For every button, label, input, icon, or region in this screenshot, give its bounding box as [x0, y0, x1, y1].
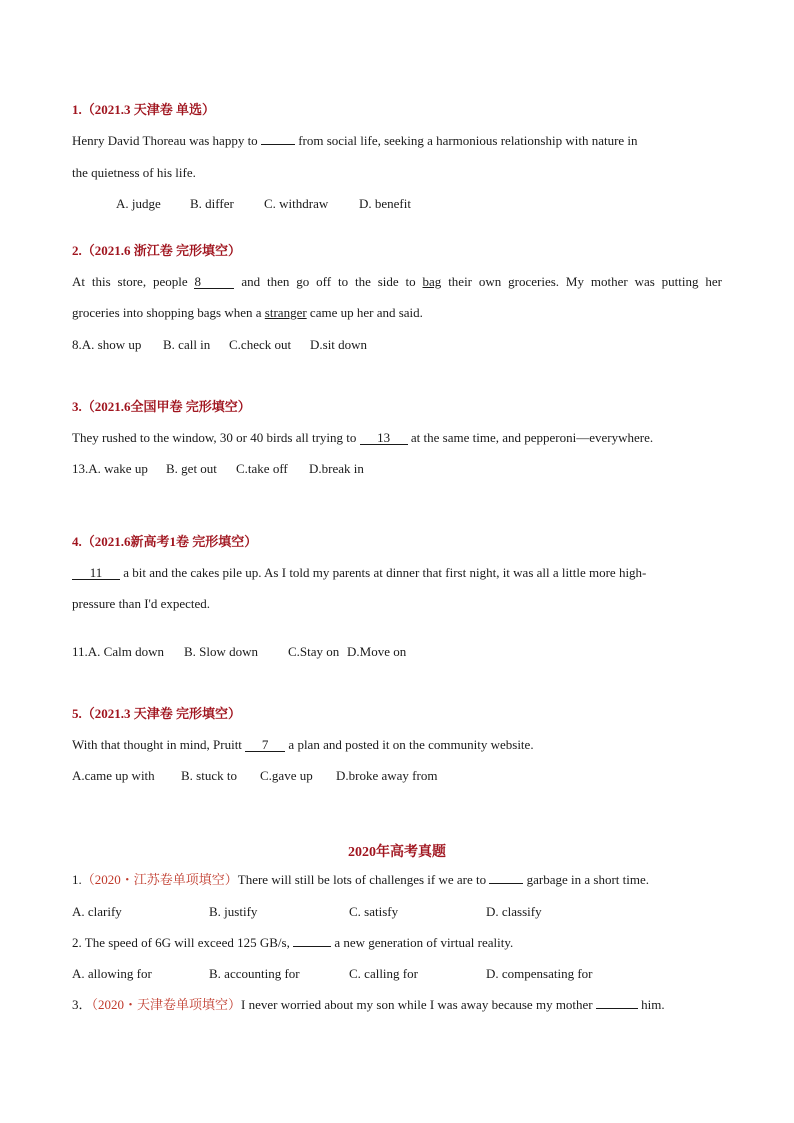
q2-option-c: C.check out — [229, 337, 292, 352]
s2020-q2-stem — [72, 935, 513, 951]
q3-option-d: D.break in — [309, 461, 364, 476]
question-5-options — [72, 768, 437, 784]
q5-option-a: A.came up with — [72, 768, 155, 783]
q1-text-a: Henry David Thoreau was happy to — [72, 133, 261, 148]
s2020-q1-option-a: A. clarify — [72, 904, 122, 919]
q5-text-a: With that thought in mind, Pruitt — [72, 737, 246, 752]
q2-text-a: At this store, people — [72, 274, 195, 289]
s2020-q2-blank — [293, 946, 331, 947]
s2020-q3-text-a: I never worried about my son while I was away because my mother — [241, 997, 596, 1012]
s2020-q2-options — [72, 966, 593, 982]
question-2-stem — [72, 274, 722, 290]
q3-option-c: C.take off — [236, 461, 288, 476]
s2020-q1-option-d: D. classify — [486, 904, 542, 919]
q5-option-b: B. stuck to — [181, 768, 237, 783]
s2020-q3-source: （2020・天津卷单项填空） — [91, 997, 242, 1012]
question-3-heading: 3.（2021.6全国甲卷 完形填空） — [72, 399, 251, 414]
question-4-heading: 4.（2021.6新高考1卷 完形填空） — [72, 534, 258, 549]
q1-text-b: from social life, seeking a harmonious relationship with nature in — [294, 133, 638, 148]
q5-blank: 7 — [245, 738, 285, 752]
question-1-stem-line2: the quietness of his life. — [72, 165, 196, 180]
question-4-stem — [72, 565, 646, 581]
s2020-q3-blank — [596, 1008, 638, 1009]
question-2-options — [72, 337, 367, 353]
q3-option-b: B. get out — [166, 461, 217, 476]
s2020-q2-num: 2. — [72, 935, 82, 950]
q2-underlined-word: bag — [422, 274, 442, 289]
s2020-q2-option-b: B. accounting for — [209, 966, 300, 981]
question-1-stem — [72, 133, 638, 149]
q2-option-d: D.sit down — [310, 337, 368, 352]
question-1-heading: 1.（2021.3 天津卷 单选） — [72, 102, 216, 117]
question-3-stem — [72, 430, 653, 446]
section-2020-title: 2020年高考真题 — [348, 845, 446, 860]
question-4-options — [72, 644, 406, 660]
s2020-q1-blank — [489, 883, 523, 884]
q2-line2-b: came up her and said. — [306, 305, 423, 320]
s2020-q1-source: （2020・江苏卷单项填空） — [81, 872, 238, 887]
q3-text-b: at the same time, and pepperoni—everywhere. — [407, 430, 654, 445]
q1-option-a: A. judge — [116, 196, 161, 211]
question-3-options — [72, 461, 364, 477]
q5-text-b: a plan and posted it on the community website. — [285, 737, 534, 752]
q2-line2-a: groceries into shopping bags when a — [72, 305, 265, 320]
q3-option-a: 13.A. wake up — [72, 461, 148, 476]
s2020-q2-text-a: The speed of 6G will exceed 125 GB/s, — [84, 935, 294, 950]
s2020-q1-text-a: There will still be lots of challenges if we are to — [237, 872, 490, 887]
s2020-q2-option-d: D. compensating for — [486, 966, 593, 981]
q4-blank: 11 — [72, 566, 120, 580]
question-5-stem — [72, 737, 534, 753]
q4-text-a: a bit and the cakes pile up. As I told my parents at dinner that first night, it was all a little more high- — [120, 565, 647, 580]
q1-blank — [261, 144, 295, 145]
q3-blank: 13 — [360, 431, 408, 445]
q2-text-c: their own groceries. My mother was putting her — [441, 274, 722, 289]
s2020-q3-text-b: him. — [637, 997, 665, 1012]
question-1-options — [116, 196, 411, 212]
q4-option-c: C.Stay on — [288, 644, 340, 659]
s2020-q2-option-c: C. calling for — [349, 966, 418, 981]
question-2-heading: 2.（2021.6 浙江卷 完形填空） — [72, 243, 242, 258]
q2-option-b: B. call in — [163, 337, 211, 352]
q5-option-d: D.broke away from — [336, 768, 438, 783]
q1-option-c: C. withdraw — [264, 196, 329, 211]
q4-option-d: D.Move on — [347, 644, 407, 659]
q1-option-b: B. differ — [190, 196, 234, 211]
s2020-q1-stem — [72, 872, 649, 888]
s2020-q3-num: 3． — [72, 997, 92, 1012]
q3-text-a: They rushed to the window, 30 or 40 birds all trying to — [72, 430, 360, 445]
question-4-stem-line2: pressure than I'd expected. — [72, 596, 211, 611]
s2020-q1-option-c: C. satisfy — [349, 904, 399, 919]
q2-underlined-word-2: stranger — [264, 305, 307, 320]
q4-option-a: 11.A. Calm down — [72, 644, 164, 659]
q2-text-b: and then go off to the side to — [234, 274, 423, 289]
s2020-q2-option-a: A. allowing for — [72, 966, 152, 981]
s2020-q3-stem — [72, 997, 665, 1013]
question-2-stem-line2 — [72, 305, 423, 321]
q1-option-d: D. benefit — [359, 196, 411, 211]
s2020-q1-num: 1. — [72, 872, 82, 887]
q2-option-a: 8.A. show up — [72, 337, 142, 352]
s2020-q1-option-b: B. justify — [209, 904, 258, 919]
question-5-heading: 5.（2021.3 天津卷 完形填空） — [72, 706, 242, 721]
s2020-q2-text-b: a new generation of virtual reality. — [331, 935, 514, 950]
q4-option-b: B. Slow down — [184, 644, 259, 659]
q2-blank: 8 — [194, 275, 234, 289]
q5-option-c: C.gave up — [260, 768, 313, 783]
s2020-q1-options — [72, 904, 542, 920]
s2020-q1-text-b: garbage in a short time. — [523, 872, 650, 887]
